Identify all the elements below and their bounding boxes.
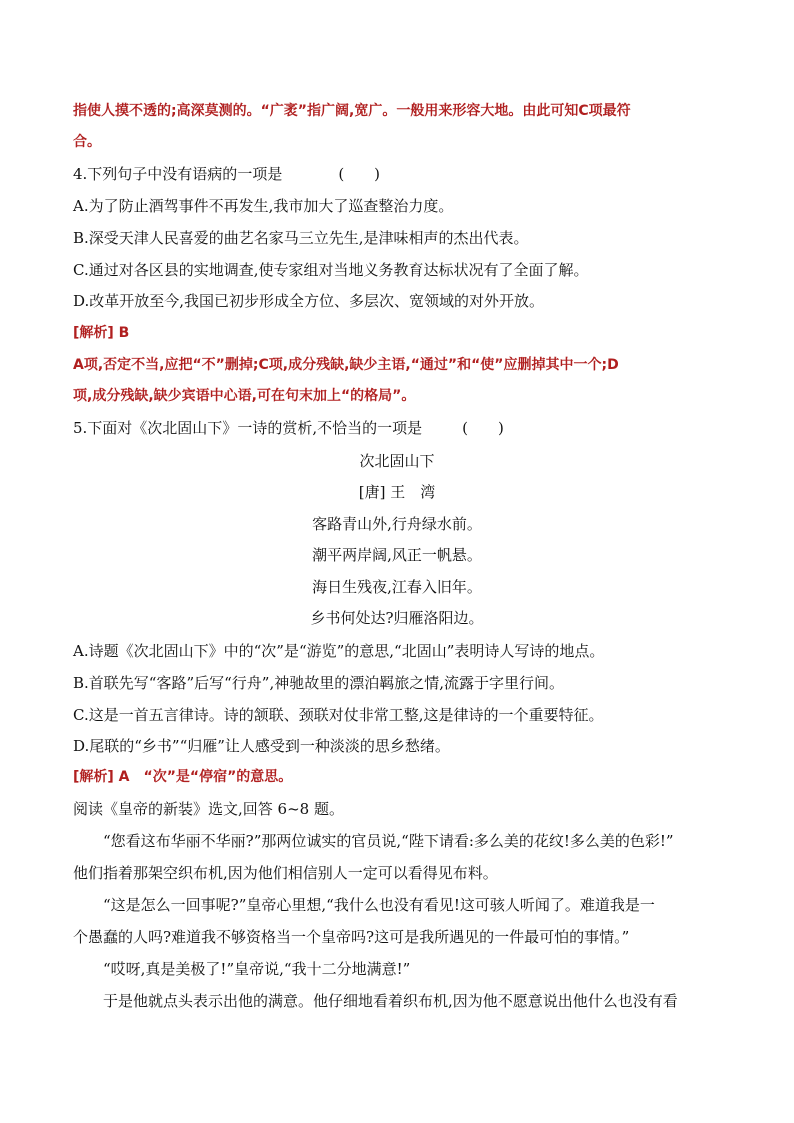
- question-4-option-b: B.深受天津人民喜爱的曲艺名家马三立先生,是津味相声的杰出代表。: [73, 229, 529, 247]
- passage-paragraph-1-line-2: 他们指着那架空织布机,因为他们相信别人一定可以看得见布料。: [73, 864, 498, 882]
- poem-title: 次北固山下: [359, 452, 435, 470]
- question-4-stem: [73, 164, 730, 184]
- question-4-option-a: A.为了防止酒驾事件不再发生,我市加大了巡查整治力度。: [73, 197, 454, 215]
- answer-continuation-line-1: 指使人摸不透的;高深莫测的。“广袤”指广阔,宽广。一般用来形容大地。由此可知C项最符: [73, 103, 631, 119]
- question-4-option-c: C.通过对各区县的实地调查,使专家组对当地义务教育达标状况有了全面了解。: [73, 261, 589, 279]
- question-5-stem: [73, 418, 730, 438]
- question-5-option-a: A.诗题《次北固山下》中的“次”是“游览”的意思,“北固山”表明诗人写诗的地点。: [73, 642, 605, 660]
- question-4-analysis-line-1: A项,否定不当,应把“不”删掉;C项,成分残缺,缺少主语,“通过”和“使”应删掉其中一个;D: [73, 357, 619, 373]
- question-5-option-d: D.尾联的“乡书”“归雁”让人感受到一种淡淡的思乡愁绪。: [73, 737, 450, 755]
- question-4-analysis-line-2: 项,成分残缺,缺少宾语中心语,可在句末加上“的格局”。: [73, 388, 416, 404]
- question-5-analysis: [解析] A “次”是“停宿”的意思。: [73, 769, 293, 785]
- question-5-text: 5.下面对《次北固山下》一诗的赏析,不恰当的一项是: [73, 419, 423, 437]
- poem-line-1: 客路青山外,行舟绿水前。: [312, 515, 482, 533]
- passage-paragraph-2-line-1: “这是怎么一回事呢?”皇帝心里想,“我什么也没有看见!这可骇人听闻了。难道我是一: [103, 896, 655, 914]
- passage-paragraph-1-line-1: “您看这布华丽不华丽?”那两位诚实的官员说,“陛下请看:多么美的花纹!多么美的色彩!”: [103, 832, 674, 850]
- poem-line-2: 潮平两岸阔,风正一帆悬。: [312, 546, 482, 564]
- question-4-paren: ( ): [338, 165, 381, 183]
- poem-line-4: 乡书何处达?归雁洛阳边。: [310, 609, 484, 627]
- poem-author: [唐] 王 湾: [358, 483, 436, 501]
- question-4-option-d: D.改革开放至今,我国已初步形成全方位、多层次、宽领域的对外开放。: [73, 292, 545, 310]
- reading-intro: 阅读《皇帝的新装》选文,回答 6~8 题。: [73, 800, 344, 818]
- passage-paragraph-4: 于是他就点头表示出他的满意。他仔细地看着织布机,因为他不愿意说出他什么也没有看: [103, 992, 678, 1010]
- passage-paragraph-2-line-2: 个愚蠢的人吗?难道我不够资格当一个皇帝吗?这可是我所遇见的一件最可怕的事情。”: [73, 928, 630, 946]
- question-5-paren: ( ): [462, 419, 504, 437]
- poem-line-3: 海日生残夜,江春入旧年。: [312, 578, 482, 596]
- question-4-text: 4.下列句子中没有语病的一项是: [73, 165, 283, 183]
- question-4-analysis-title: [解析] B: [73, 325, 130, 341]
- question-5-option-c: C.这是一首五言律诗。诗的颔联、颈联对仗非常工整,这是律诗的一个重要特征。: [73, 706, 604, 724]
- passage-paragraph-3: “哎呀,真是美极了!”皇帝说,“我十二分地满意!”: [103, 960, 411, 978]
- answer-continuation-line-2: 合。: [73, 134, 101, 150]
- question-5-option-b: B.首联先写“客路”后写“行舟”,神驰故里的漂泊羁旅之情,流露于字里行间。: [73, 674, 565, 692]
